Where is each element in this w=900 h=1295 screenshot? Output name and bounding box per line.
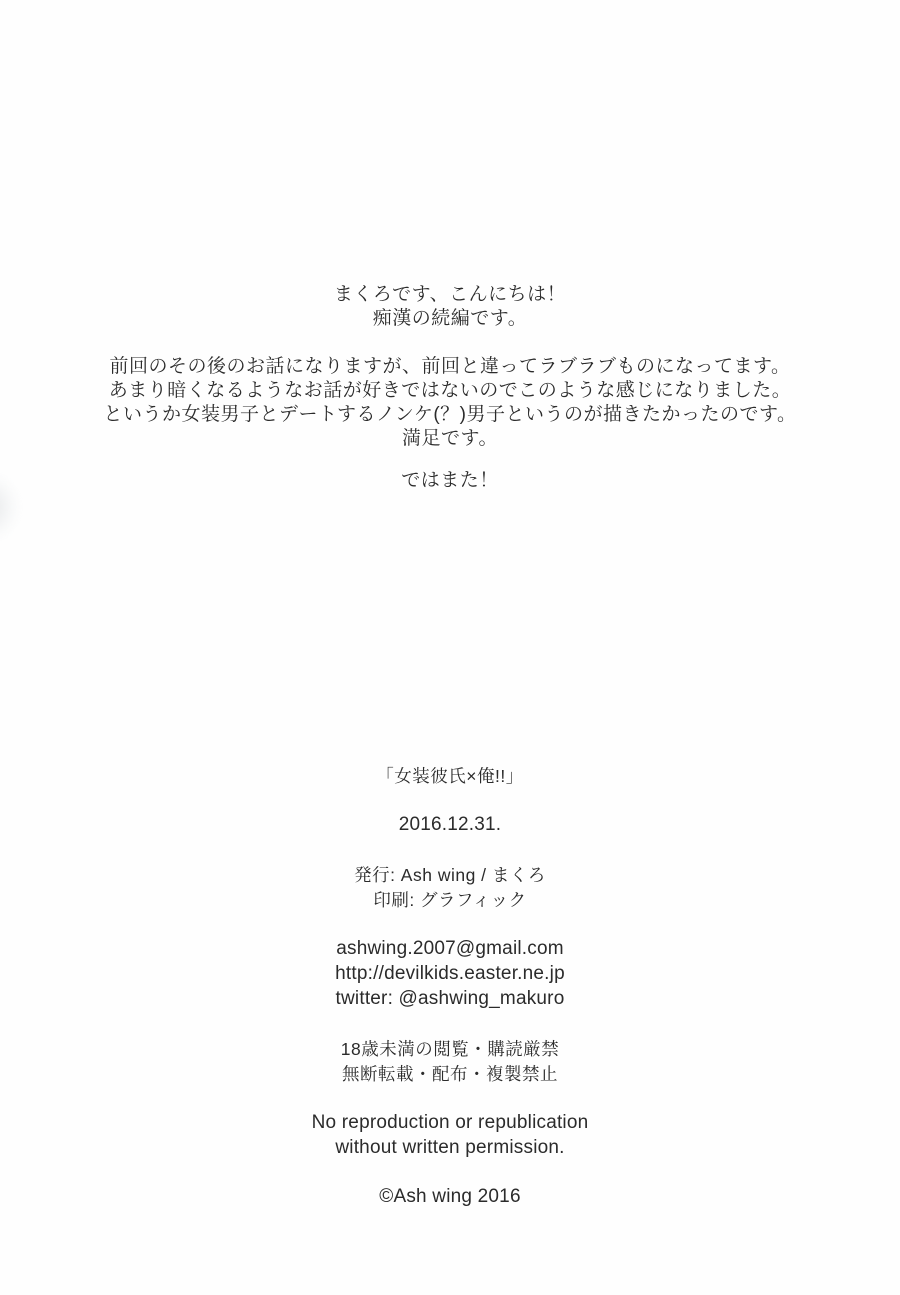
age-warning: 18歳未満の閲覧・購読厳禁 [340, 1039, 560, 1059]
afterword-body-line: というか女装男子とデートするノンケ(？)男子というのが描きたかったのです。 [103, 404, 797, 425]
afterword-body-line: 満足です。 [402, 428, 498, 449]
greeting-line: まくろです、こんにちは！ [333, 284, 567, 305]
doujin-title: 「女装彼氏×俺!!」 [376, 766, 524, 786]
twitter-handle: twitter: @ashwing_makuro [335, 988, 565, 1009]
website-url: http://devilkids.easter.ne.jp [335, 963, 565, 984]
english-notice-line: without written permission. [335, 1137, 565, 1158]
afterword-body-line: 前回のその後のお話になりますが、前回と違ってラブラブものになってます。 [109, 356, 791, 377]
printer-line: 印刷: グラフィック [373, 890, 527, 910]
greeting-line: 痴漢の続編です。 [372, 308, 528, 329]
no-redistribution-warning: 無断転載・配布・複製禁止 [342, 1064, 558, 1084]
publication-date: 2016.12.31. [398, 814, 502, 835]
english-notice-line: No reproduction or republication [311, 1112, 589, 1133]
afterword-body-line: あまり暗くなるようなお話が好きではないのでこのような感じになりました。 [108, 380, 792, 401]
publisher-line: 発行: Ash wing / まくろ [354, 865, 546, 885]
copyright-notice: ©Ash wing 2016 [379, 1186, 521, 1207]
closing-line: ではまた！ [401, 470, 499, 491]
email-address: ashwing.2007@gmail.com [336, 938, 564, 959]
